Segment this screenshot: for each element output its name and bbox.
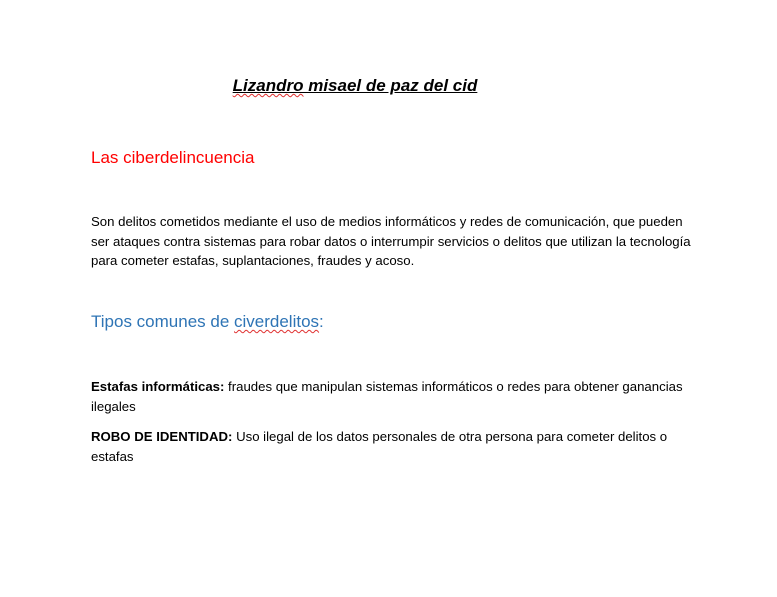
document-title — [0, 75, 710, 97]
section-heading-ciberdelincuencia: Las ciberdelincuencia — [91, 148, 255, 167]
misspelled-word: civerdelitos — [234, 312, 320, 331]
heading-suffix: : — [319, 312, 324, 331]
heading-prefix: Tipos comunes de — [91, 312, 234, 331]
item-definition: fraudes que manipulan sistemas informáticos o redes para obtener ganancias ilegales — [91, 379, 683, 414]
title-rest: misael de paz del cid — [303, 76, 478, 95]
item-term: Estafas informáticas: — [91, 379, 225, 394]
list-item-estafas — [91, 377, 691, 416]
definition-paragraph: Son delitos cometidos mediante el uso de medios informáticos y redes de comunicación, que pueden ser ataques contra sistemas para robar datos o interrumpir servicios o delitos que utilizan la tecnología para cometer estafas, suplantaciones, fraudes y acoso. — [91, 214, 691, 268]
misspelled-word: Lizandro — [232, 76, 304, 95]
list-item-robo-identidad — [91, 427, 691, 466]
item-definition: Uso ilegal de los datos personales de otra persona para cometer delitos o estafas — [91, 429, 668, 464]
section-heading-tipos — [91, 311, 324, 333]
item-term: ROBO DE IDENTIDAD: — [91, 429, 233, 444]
